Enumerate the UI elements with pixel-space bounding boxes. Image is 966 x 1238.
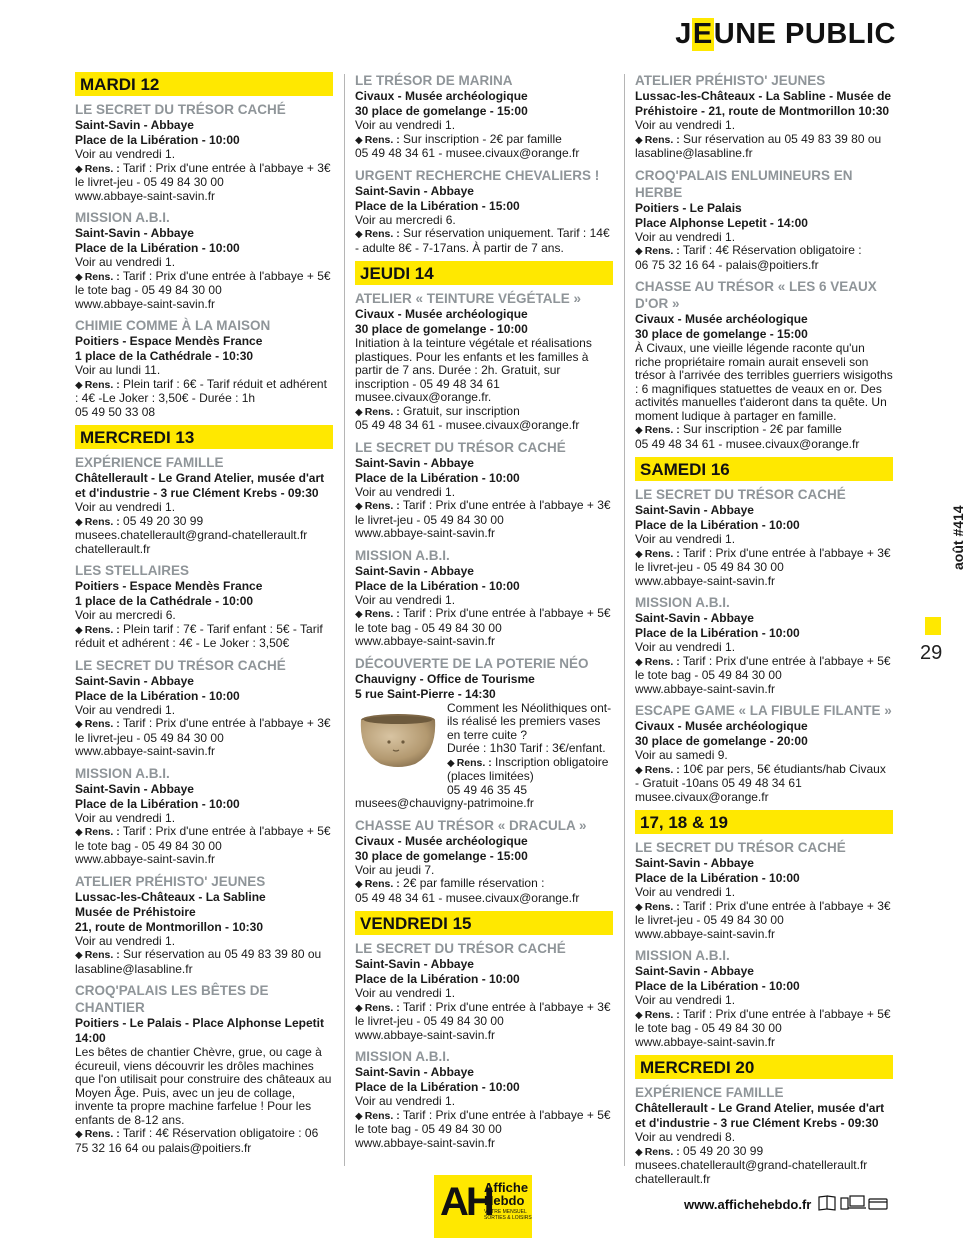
event-title: LE SECRET DU TRÉSOR CACHÉ [635, 840, 846, 855]
event-place: Lussac-les-Châteaux - La Sabline [75, 889, 266, 904]
event-info [75, 825, 333, 853]
event [75, 209, 333, 311]
event-text: Voir au lundi 11. [75, 363, 161, 377]
event-text: Voir au vendredi 1. [75, 933, 176, 948]
rens-label: ◆ Rens. : [355, 878, 400, 890]
event [75, 982, 333, 1155]
event-info [355, 607, 613, 635]
event-link[interactable]: www.abbaye-saint-savin.fr [75, 188, 216, 203]
rens-text: Tarif : 4€ Réservation obligatoire : [679, 243, 862, 257]
event-text: Voir au vendredi 1. [635, 118, 736, 132]
rens-text: Tarif : Prix d'une entrée à l'abbaye + 3€ le livret-jeu - 05 49 84 30 00 [635, 898, 891, 927]
devices-icon [817, 1193, 893, 1213]
header-rest: UNE PUBLIC [713, 18, 896, 50]
rens-label: ◆ Rens. : [635, 764, 680, 776]
event [355, 290, 613, 433]
event-title: CHIMIE COMME À LA MAISON [75, 318, 271, 333]
rens-text: Tarif : Prix d'une entrée à l'abbaye + 5€ le tote bag - 05 49 84 30 00 [635, 653, 891, 682]
event-info [635, 133, 893, 161]
day-heading: SAMEDI 16 [635, 457, 893, 481]
event-info [635, 900, 893, 928]
logo-word-2: Hebdo [484, 1193, 525, 1208]
rens-label: ◆ Rens. : [635, 1146, 680, 1158]
rens-label: ◆ Rens. : [635, 901, 680, 913]
event-place: Civaux - Musée archéologique [355, 307, 528, 321]
event-title: ATELIER PRÉHISTO' JEUNES [635, 73, 826, 88]
event-title: LE TRÉSOR DE MARINA [355, 73, 513, 88]
rens-text: Tarif : 4€ Réservation obligatoire : 06 75 32 16 64 ou palais@poitiers.fr [75, 1126, 319, 1155]
event-place: Châtellerault - Le Grand Atelier, musée d'art et d'industrie - 3 rue Clément Krebs - 09:30 [75, 471, 325, 500]
event-contact: 06 75 32 16 64 - palais@poitiers.fr [635, 257, 819, 272]
event-description: Les bêtes de chantier Chèvre, grue, ou cage à écureuil, viens découvrir les drôles machines que l'on utilisait pour construire des châteaux au Moyen Âge. Puis, avec un jeu de collage, invente ta propre machine farfelue ! Pour les enfants de 8-12 ans. [75, 1045, 332, 1127]
event [635, 947, 893, 1049]
section-header [675, 18, 896, 51]
event-title: LE SECRET DU TRÉSOR CACHÉ [355, 941, 566, 956]
event-place: Saint-Savin - Abbaye [355, 1065, 474, 1079]
event-link[interactable]: www.abbaye-saint-savin.fr [635, 1034, 776, 1049]
event-text: Voir au vendredi 1. [635, 993, 736, 1007]
event [75, 657, 333, 759]
rens-label: ◆ Rens. : [355, 608, 400, 620]
rens-label: ◆ Rens. : [75, 516, 120, 528]
rens-text: 05 49 20 30 99 musees.chatellerault@grand-chatellerault.fr chatellerault.fr [635, 1143, 868, 1186]
event [75, 765, 333, 867]
page-number: 29 [920, 642, 943, 664]
logo-monogram: AH [440, 1180, 492, 1224]
event-text: Voir au mercredi 6. [355, 212, 456, 227]
event-title: LES STELLAIRES [75, 563, 190, 578]
event-info [75, 162, 333, 190]
event [635, 1084, 893, 1186]
event [355, 940, 613, 1042]
event-address: Place de la Libération - 10:00 [635, 626, 800, 640]
rens-text: Gratuit, sur inscription [399, 403, 520, 418]
event [635, 486, 893, 588]
event-info [635, 1008, 893, 1036]
event-info [635, 763, 893, 791]
event-title: MISSION A.B.I. [75, 210, 170, 225]
event [75, 873, 333, 977]
event-text: Voir au vendredi 1. [75, 810, 176, 825]
event-text: Voir au vendredi 1. [635, 885, 736, 899]
event-address: Place de la Libération - 10:00 [355, 470, 520, 485]
event-info [75, 270, 333, 298]
event-text: Voir au vendredi 1. [635, 229, 736, 244]
rens-text: Tarif : Prix d'une entrée à l'abbaye + 5€ le tote bag - 05 49 84 30 00 [75, 824, 331, 853]
event-place: Civaux - Musée archéologique [635, 312, 808, 326]
event [635, 167, 893, 273]
event-place: Poitiers - Le Palais [635, 200, 742, 215]
event-text: Voir au vendredi 1. [635, 640, 736, 654]
event-address: 5 rue Saint-Pierre - 14:30 [355, 686, 496, 701]
event-info [355, 499, 613, 527]
event-address: 30 place de gomelange - 15:00 [355, 848, 528, 863]
rens-text: Tarif : Prix d'une entrée à l'abbaye + 3€ le livret-jeu - 05 49 84 30 00 [75, 716, 331, 745]
event-text: Voir au vendredi 1. [355, 592, 456, 607]
event [635, 702, 893, 804]
event-address: 30 place de gomelange - 20:00 [635, 734, 808, 748]
event-info [635, 547, 893, 575]
header-first-letter: J [675, 18, 692, 50]
side-color-mark [925, 617, 941, 635]
event-description: Initiation à la teinture végétale et réalisations plastiques. Pour les enfants et les familles à partir de 7 ans. Durée : 2h. Gratuit, sur inscription - 05 49 48 34 61 [355, 336, 592, 391]
rens-text: Plein tarif : 7€ - Tarif enfant : 5€ - Tarif réduit et adhérent : 4€ - Le Joker : 3,50€ [75, 621, 323, 650]
event-title: CROQ'PALAIS LES BÊTES DE CHANTIER [75, 983, 269, 1015]
event [355, 547, 613, 649]
event-contact: 05 49 48 34 61 - musee.civaux@orange.fr [355, 418, 580, 432]
event-info [355, 1001, 613, 1029]
logo-tagline [484, 1209, 532, 1221]
event-place: Saint-Savin - Abbaye [75, 118, 194, 132]
event-place: Saint-Savin - Abbaye [75, 673, 194, 688]
event [75, 317, 333, 419]
event-address: Place de la Libération - 10:00 [75, 241, 240, 255]
rens-text: Sur inscription - 2€ par famille [399, 131, 562, 146]
event [635, 594, 893, 696]
event-image-caption [447, 702, 613, 798]
rens-text: Plein tarif : 6€ - Tarif réduit et adhérent : 4€ -Le Joker : 3,50€ - Durée : 1h [75, 376, 327, 405]
rens-text: Inscription obligatoire (places limitées) [447, 754, 609, 783]
rens-label: ◆ Rens. : [355, 406, 400, 418]
event-info [355, 133, 613, 148]
event-text: Voir au vendredi 1. [75, 255, 176, 269]
rens-text: Sur réservation au 05 49 83 39 80 ou lasabline@lasabline.fr [75, 947, 322, 976]
event-link[interactable]: www.abbaye-saint-savin.fr [75, 744, 216, 758]
event-contact: 05 49 48 34 61 - musee.civaux@orange.fr [635, 436, 860, 451]
event-address: Place de la Libération - 10:00 [355, 578, 520, 593]
event-text: Voir au samedi 9. [635, 748, 728, 762]
event-address: Place de la Libération - 10:00 [75, 133, 240, 147]
rens-label: ◆ Rens. : [355, 1110, 400, 1122]
event-address: Place de la Libération - 10:00 [75, 796, 240, 811]
rens-label: ◆ Rens. : [635, 656, 680, 668]
event-title: MISSION A.B.I. [355, 1049, 450, 1064]
event-info [355, 227, 613, 255]
day-heading: VENDREDI 15 [355, 911, 613, 935]
rens-text: 10€ par pers, 5€ étudiants/hab Civaux - Gratuit -10ans 05 49 48 34 61 [635, 761, 886, 790]
event [635, 839, 893, 941]
event-text: Voir au vendredi 1. [355, 484, 456, 499]
event-place: Saint-Savin - Abbaye [355, 183, 474, 198]
event-place: Civaux - Musée archéologique [355, 833, 528, 848]
rens-label: ◆ Rens. : [75, 949, 120, 961]
event-info [635, 655, 893, 683]
rens-label: ◆ Rens. : [75, 624, 120, 636]
event-info [355, 405, 613, 420]
event-text: Voir au vendredi 1. [75, 147, 176, 161]
header-highlight-letter: E [692, 18, 713, 50]
column-divider [624, 74, 625, 1166]
event-place: Lussac-les-Châteaux - La Sabline - Musée de Préhistoire - 21, route de Montmorillon 10:30 [635, 89, 892, 118]
event-text: Voir au vendredi 8. [635, 1130, 736, 1144]
event-description: Comment les Néolithiques ont-ils réalisé les premiers vases en terre cuite ? [447, 700, 612, 742]
rens-text: Tarif : Prix d'une entrée à l'abbaye + 5€ le tote bag - 05 49 84 30 00 [355, 606, 611, 635]
event-title: MISSION A.B.I. [75, 765, 170, 781]
event-text: Voir au vendredi 1. [355, 986, 456, 1000]
event-text: Voir au vendredi 1. [75, 702, 176, 717]
event [355, 167, 613, 256]
event-link[interactable]: www.abbaye-saint-savin.fr [75, 296, 216, 311]
website-link[interactable]: www.affichehebdo.fr [684, 1197, 812, 1212]
event-title: CHASSE AU TRÉSOR « LES 6 VEAUX D'OR » [635, 279, 877, 311]
event-place: Saint-Savin - Abbaye [75, 226, 194, 240]
event-address: 30 place de gomelange - 15:00 [635, 327, 808, 341]
event [355, 72, 613, 161]
clay-vase-image [355, 712, 441, 768]
event-place: Saint-Savin - Abbaye [635, 856, 754, 870]
event-text: Voir au vendredi 1. [355, 1094, 456, 1108]
event-email[interactable]: musees.chatellerault@grand-chatellerault.fr [75, 528, 308, 542]
event-place: Saint-Savin - Abbaye [635, 503, 754, 517]
event-address: Place de la Libération - 10:00 [75, 688, 240, 703]
rens-label: ◆ Rens. : [75, 718, 120, 730]
event-link[interactable]: www.abbaye-saint-savin.fr [355, 526, 496, 540]
event-title: CHASSE AU TRÉSOR « DRACULA » [355, 817, 587, 833]
affiche-hebdo-logo [434, 1175, 532, 1238]
event-place: Poitiers - Espace Mendès France [75, 579, 263, 593]
event-info [355, 1109, 613, 1137]
event-title: DÉCOUVERTE DE LA POTERIE NÉO [355, 655, 589, 671]
event-link[interactable]: www.abbaye-saint-savin.fr [355, 634, 496, 648]
event-address: Place de la Libération - 15:00 [355, 198, 520, 213]
event-contact: 05 49 48 34 61 - musee.civaux@orange.fr [355, 890, 580, 905]
event-address: 21, route de Montmorillon - 10:30 [75, 919, 264, 934]
rens-text: Sur réservation uniquement. Tarif : 14€ - adulte 8€ - 7-17ans. À partir de 7 ans. [355, 226, 610, 255]
event-text: Voir au mercredi 6. [75, 608, 176, 622]
event-address: Place de la Libération - 10:00 [355, 1080, 520, 1094]
event-info [75, 1127, 333, 1155]
event-place: Chauvigny - Office de Tourisme [355, 671, 535, 686]
rens-text: Tarif : Prix d'une entrée à l'abbaye + 5€ le tote bag - 05 49 84 30 00 [355, 1107, 611, 1136]
rens-text: 05 49 20 30 99 [119, 513, 204, 528]
day-heading: JEUDI 14 [355, 261, 613, 285]
event [75, 562, 333, 651]
rens-label: ◆ Rens. : [635, 134, 680, 146]
event-title: MISSION A.B.I. [635, 595, 730, 610]
event-place: Saint-Savin - Abbaye [355, 563, 474, 578]
event-venue: Musée de Préhistoire [75, 904, 196, 919]
event-place: Saint-Savin - Abbaye [355, 957, 474, 971]
event [355, 817, 613, 906]
column-3 [635, 72, 893, 1192]
event-title: ATELIER « TEINTURE VÉGÉTALE » [355, 291, 582, 306]
event-title: LE SECRET DU TRÉSOR CACHÉ [635, 487, 846, 502]
event-place: Saint-Savin - Abbaye [635, 964, 754, 978]
event-link[interactable]: www.abbaye-saint-savin.fr [635, 573, 776, 588]
rens-label: ◆ Rens. : [635, 245, 680, 257]
event-title: EXPÉRIENCE FAMILLE [75, 455, 224, 470]
event-text: Voir au vendredi 1. [635, 532, 736, 546]
event-address: 30 place de gomelange - 15:00 [355, 104, 528, 118]
event-info [635, 1145, 893, 1187]
event-title: CROQ'PALAIS ENLUMINEURS EN HERBE [635, 167, 853, 200]
column-1 [75, 72, 333, 1161]
event-link[interactable]: www.abbaye-saint-savin.fr [75, 852, 216, 866]
rens-text: Tarif : Prix d'une entrée à l'abbaye + 3€ le livret-jeu - 05 49 84 30 00 [75, 160, 331, 189]
rens-label: ◆ Rens. : [355, 134, 400, 146]
event-link[interactable]: www.abbaye-saint-savin.fr [355, 1027, 496, 1042]
logo-word-1: Affiche [484, 1180, 529, 1195]
event-contact: 05 49 48 34 61 - musee.civaux@orange.fr [355, 146, 580, 160]
event [355, 655, 613, 811]
day-heading: MARDI 12 [75, 72, 333, 96]
event-address: Place de la Libération - 10:00 [635, 979, 800, 993]
day-heading: MERCREDI 13 [75, 425, 333, 449]
event-place: Saint-Savin - Abbaye [355, 455, 474, 470]
event [355, 439, 613, 541]
event-place: Poitiers - Espace Mendès France [75, 334, 263, 348]
event-link[interactable]: chatellerault.fr [75, 541, 151, 556]
event-link[interactable]: www.abbaye-saint-savin.fr [635, 926, 776, 941]
event-address: 30 place de gomelange - 10:00 [355, 322, 528, 336]
event-body-with-image [355, 702, 613, 798]
event-address: Place Alphonse Lepetit - 14:00 [635, 215, 808, 230]
issue-label: août #414 [950, 505, 966, 570]
rens-label: ◆ Rens. : [355, 228, 400, 240]
event-place: Saint-Savin - Abbaye [75, 781, 194, 796]
rens-label: ◆ Rens. : [75, 271, 120, 283]
event-address: Place de la Libération - 10:00 [635, 518, 800, 532]
event-info [75, 378, 333, 406]
rens-label: ◆ Rens. : [75, 163, 120, 175]
event-place: Poitiers - Le Palais - Place Alphonse Lepetit 14:00 [75, 1016, 324, 1045]
event-title: LE SECRET DU TRÉSOR CACHÉ [75, 657, 286, 673]
event-title: MISSION A.B.I. [355, 547, 450, 563]
event [635, 72, 893, 161]
logo-tagline-1: VOTRE MENSUEL [484, 1209, 527, 1215]
rens-label: ◆ Rens. : [75, 826, 120, 838]
event-info [75, 623, 333, 651]
event-description: À Civaux, une vieille légende raconte qu'un riche propriétaire romain aurait enseveli son trésor à l'arrivée des terribles guerriers wisigoths : 6 magnifiques statuettes de veaux en or. Des activités manuelles t'aideront dans ta quête. Un moment ludique à partager en famille. [635, 341, 893, 423]
event-place: Saint-Savin - Abbaye [635, 611, 754, 625]
event [75, 454, 333, 556]
event-text: Voir au jeudi 7. [355, 862, 435, 877]
rens-label: ◆ Rens. : [635, 548, 680, 560]
column-2 [355, 72, 613, 1156]
event-info [355, 877, 613, 892]
event-title: MISSION A.B.I. [635, 948, 730, 963]
event-phone: 05 49 46 35 45 [447, 782, 528, 797]
event-address: 1 place de la Cathédrale - 10:00 [75, 594, 254, 608]
rens-label: ◆ Rens. : [75, 379, 120, 391]
event-email[interactable]: musee.civaux@orange.fr [635, 789, 769, 804]
event-title: EXPÉRIENCE FAMILLE [635, 1085, 784, 1100]
event [635, 278, 893, 451]
rens-label: ◆ Rens. : [355, 500, 400, 512]
event-place: Civaux - Musée archéologique [355, 89, 528, 103]
event-info [75, 717, 333, 745]
event-info [635, 423, 893, 438]
event-title: LE SECRET DU TRÉSOR CACHÉ [355, 439, 566, 455]
rens-label: ◆ Rens. : [355, 1002, 400, 1014]
logo-tagline-2: SORTIES & LOISIRS [484, 1215, 532, 1221]
rens-text: Tarif : Prix d'une entrée à l'abbaye + 5€ le tote bag - 05 49 84 30 00 [75, 268, 331, 297]
event-place: Châtellerault - Le Grand Atelier, musée d'art et d'industrie - 3 rue Clément Krebs - 09:30 [635, 1101, 885, 1130]
event-address: 1 place de la Cathédrale - 10:30 [75, 349, 254, 363]
day-heading: MERCREDI 20 [635, 1055, 893, 1079]
event-place: Civaux - Musée archéologique [635, 719, 808, 733]
event-info [447, 756, 613, 784]
rens-label: ◆ Rens. : [75, 1128, 120, 1140]
rens-text: 2€ par famille réservation : [399, 876, 545, 890]
event-title: URGENT RECHERCHE CHEVALIERS ! [355, 167, 600, 183]
event-email[interactable]: musees@chauvigny-patrimoine.fr [355, 796, 534, 810]
event-link[interactable]: www.abbaye-saint-savin.fr [635, 681, 776, 696]
rens-label: ◆ Rens. : [447, 757, 492, 769]
day-heading: 17, 18 & 19 [635, 810, 893, 834]
event-title: ATELIER PRÉHISTO' JEUNES [75, 873, 266, 889]
event-address: Place de la Libération - 10:00 [635, 871, 800, 885]
rens-text: Sur réservation au 05 49 83 39 80 ou lasabline@lasabline.fr [635, 131, 882, 160]
event-price: Durée : 1h30 Tarif : 3€/enfant. [447, 741, 606, 755]
event-title: ESCAPE GAME « LA FIBULE FILANTE » [635, 703, 892, 718]
rens-text: Tarif : Prix d'une entrée à l'abbaye + 3€ le livret-jeu - 05 49 84 30 00 [355, 498, 611, 527]
event-info [75, 948, 333, 976]
rens-text: Tarif : Prix d'une entrée à l'abbaye + 3€ le livret-jeu - 05 49 84 30 00 [635, 545, 891, 574]
event-email[interactable]: musee.civaux@orange.fr. [355, 390, 492, 404]
event-info [75, 515, 333, 530]
rens-label: ◆ Rens. : [635, 424, 680, 436]
column-divider [344, 74, 345, 1166]
event-phone: 05 49 50 33 08 [75, 404, 156, 419]
rens-text: Tarif : Prix d'une entrée à l'abbaye + 3€ le livret-jeu - 05 49 84 30 00 [355, 999, 611, 1028]
event-text: Voir au vendredi 1. [355, 118, 456, 132]
event-title: LE SECRET DU TRÉSOR CACHÉ [75, 102, 286, 117]
rens-text: Sur inscription - 2€ par famille [679, 422, 842, 436]
event-text: Voir au vendredi 1. [75, 500, 176, 514]
event-link[interactable]: www.abbaye-saint-savin.fr [355, 1135, 496, 1150]
event-address: Place de la Libération - 10:00 [355, 972, 520, 986]
rens-label: ◆ Rens. : [635, 1009, 680, 1021]
event [75, 101, 333, 203]
event [355, 1048, 613, 1150]
event-info [635, 244, 893, 259]
rens-text: Tarif : Prix d'une entrée à l'abbaye + 5€ le tote bag - 05 49 84 30 00 [635, 1006, 891, 1035]
logo-wordmark [484, 1181, 528, 1207]
